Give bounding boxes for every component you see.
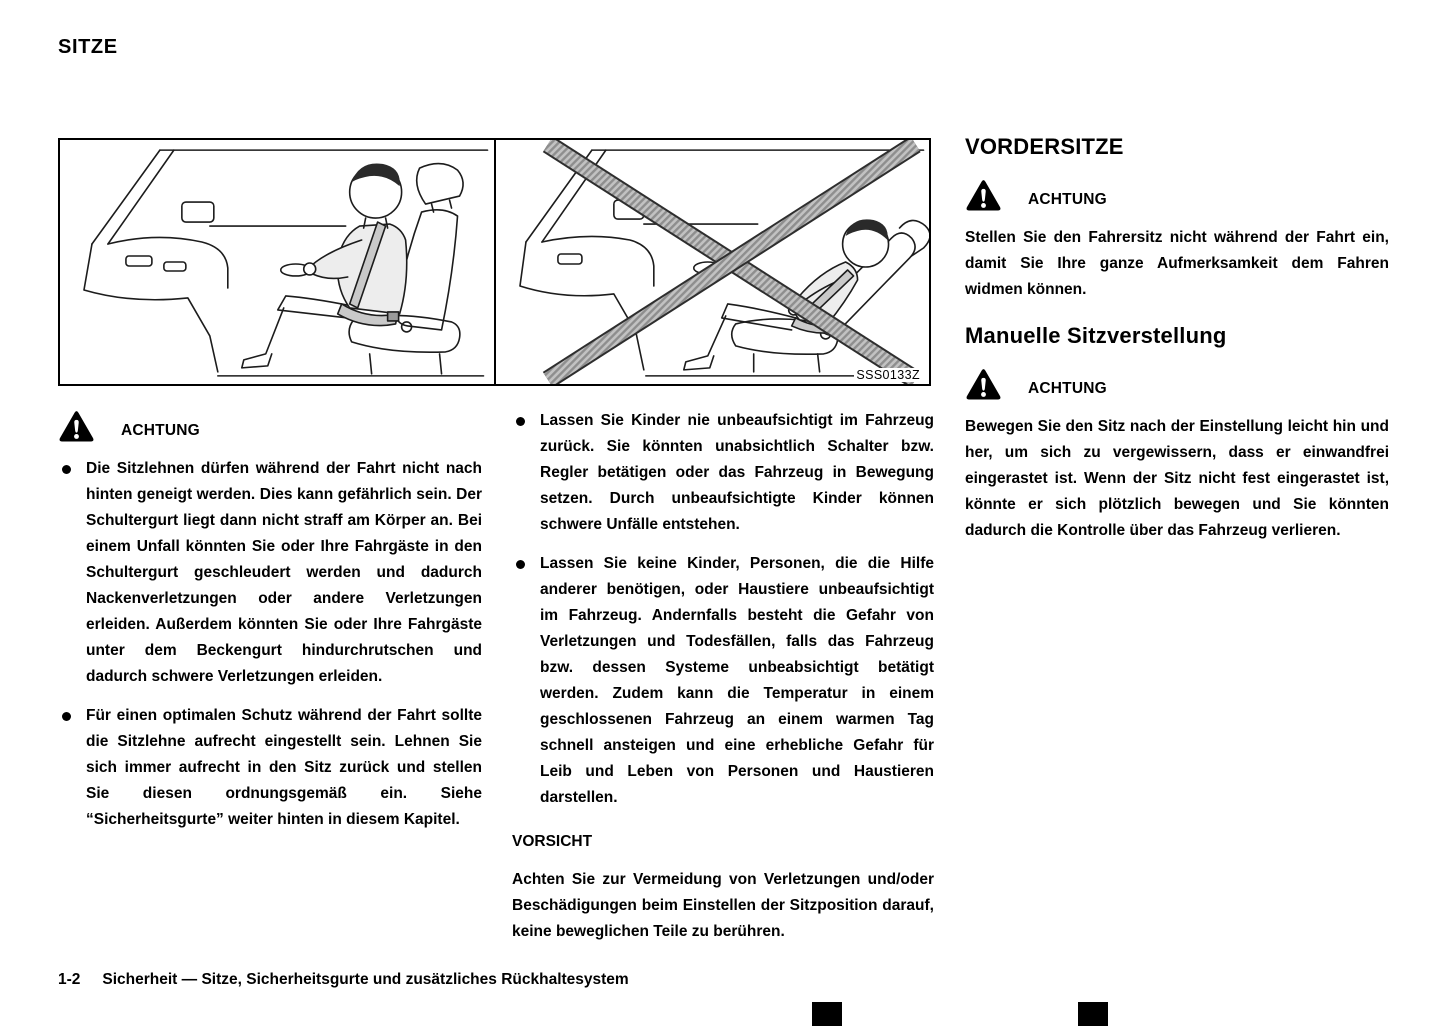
column-right (965, 134, 1389, 564)
bullet-text: Lassen Sie Kinder nie unbeaufsichtigt im Fahrzeug zurück. Sie könnten unabsichtlich Schalter bzw. Regler betätigen oder das Fahrzeug in Bewegung setzen. Durch unbeaufsichtigte Kinder können schwere Unfälle entstehen. (540, 412, 934, 533)
column-middle (512, 408, 934, 945)
warning-header (965, 179, 1389, 211)
warning-triangle-icon (965, 179, 1002, 211)
warning-label: ACHTUNG (1028, 380, 1107, 397)
footer-title: Sicherheit — Sitze, Sicherheitsgurte und zusätzliches Rückhaltesystem (102, 971, 629, 988)
caution-text: Achten Sie zur Vermeidung von Verletzungen und/oder Beschädigungen beim Einstellen der Sitzposition darauf, keine beweglichen Teile zu berühren. (512, 871, 934, 940)
warning-triangle-icon (965, 368, 1002, 400)
bullet-dot-icon (62, 465, 71, 474)
figure-code: SSS0133Z (856, 368, 920, 382)
page-title: SITZE (58, 36, 118, 58)
warning-bullet-list (58, 456, 482, 833)
warning-triangle-icon (58, 410, 95, 442)
bullet-text: Lassen Sie keine Kinder, Personen, die die Hilfe anderer benötigen, oder Haustiere unbeaufsichtigt im Fahrzeug. Andernfalls besteht die Gefahr von Verletzungen und Todesfällen, falls das Fahrzeug bzw. dessen Systeme unbeabsichtigt betätigt werden. Zudem kann die Temperatur in einem geschlossenen Fahrzeug an einem warmen Tag schnell ansteigen und eine erhebliche Gefahr für Leib und Leben von Personen und Haustieren darstellen. (540, 555, 934, 806)
page-footer (58, 971, 629, 989)
bullet-text: Die Sitzlehnen dürfen während der Fahrt nicht nach hinten geneigt werden. Dies kann gefährlich sein. Der Schultergurt liegt dann nicht straff am Körper an. Bei einem Unfall könnten Sie oder Ihre Fahrgäste in den Schultergurt geschleudert werden und dadurch Nackenverletzungen oder andere Verletzungen erleiden. Außerdem könnten Sie oder Ihre Fahrgäste unter dem Beckengurt hindurchrutschen und dadurch schwere Verletzungen erleiden. (86, 460, 482, 685)
section-heading-manuelle-sitzverstellung: Manuelle Sitzverstellung (965, 323, 1227, 348)
warning-text: Stellen Sie den Fahrersitz nicht während der Fahrt ein, damit Sie Ihre ganze Aufmerksamkeit dem Fahren widmen können. (965, 229, 1389, 298)
page-number: 1-2 (58, 971, 81, 988)
figure-box (58, 138, 931, 386)
bullet-dot-icon (62, 712, 71, 721)
warning-header (58, 410, 482, 442)
caution-section (512, 833, 934, 945)
bullet-text: Für einen optimalen Schutz während der Fahrt sollte die Sitzlehne aufrecht eingestellt sein. Lehnen Sie sich immer aufrecht in den Sitz zurück und stellen Sie diesen ordnungsgemäß ein. Siehe “Sicherheitsgurte” weiter hinten in diesem Kapitel. (86, 707, 482, 828)
warning-text: Bewegen Sie den Sitz nach der Einstellung leicht hin und her, um sich zu vergewissern, dass er einwandfrei eingerastet ist. Wenn der Sitz nicht fest eingerastet ist, könnte er sich plötzlich bewegen und Sie könnten dadurch die Kontrolle über das Fahrzeug verlieren. (965, 418, 1389, 539)
section-heading-vordersitze: VORDERSITZE (965, 134, 1124, 159)
bullet-dot-icon (516, 417, 525, 426)
print-marker (1078, 1002, 1108, 1026)
reclined-seating-crossed-illustration (496, 140, 930, 384)
correct-seating-illustration (60, 140, 494, 384)
caution-label: VORSICHT (512, 833, 593, 850)
figure-left-panel (60, 140, 494, 384)
list-item (512, 408, 934, 538)
figure-right-panel (496, 140, 930, 384)
warning-bullet-list (512, 408, 934, 811)
warning-label: ACHTUNG (1028, 191, 1107, 208)
warning-label: ACHTUNG (121, 422, 200, 439)
list-item (512, 551, 934, 811)
print-marker (812, 1002, 842, 1026)
column-left (58, 410, 482, 846)
list-item (58, 703, 482, 833)
list-item (58, 456, 482, 690)
warning-header (965, 368, 1389, 400)
bullet-dot-icon (516, 560, 525, 569)
